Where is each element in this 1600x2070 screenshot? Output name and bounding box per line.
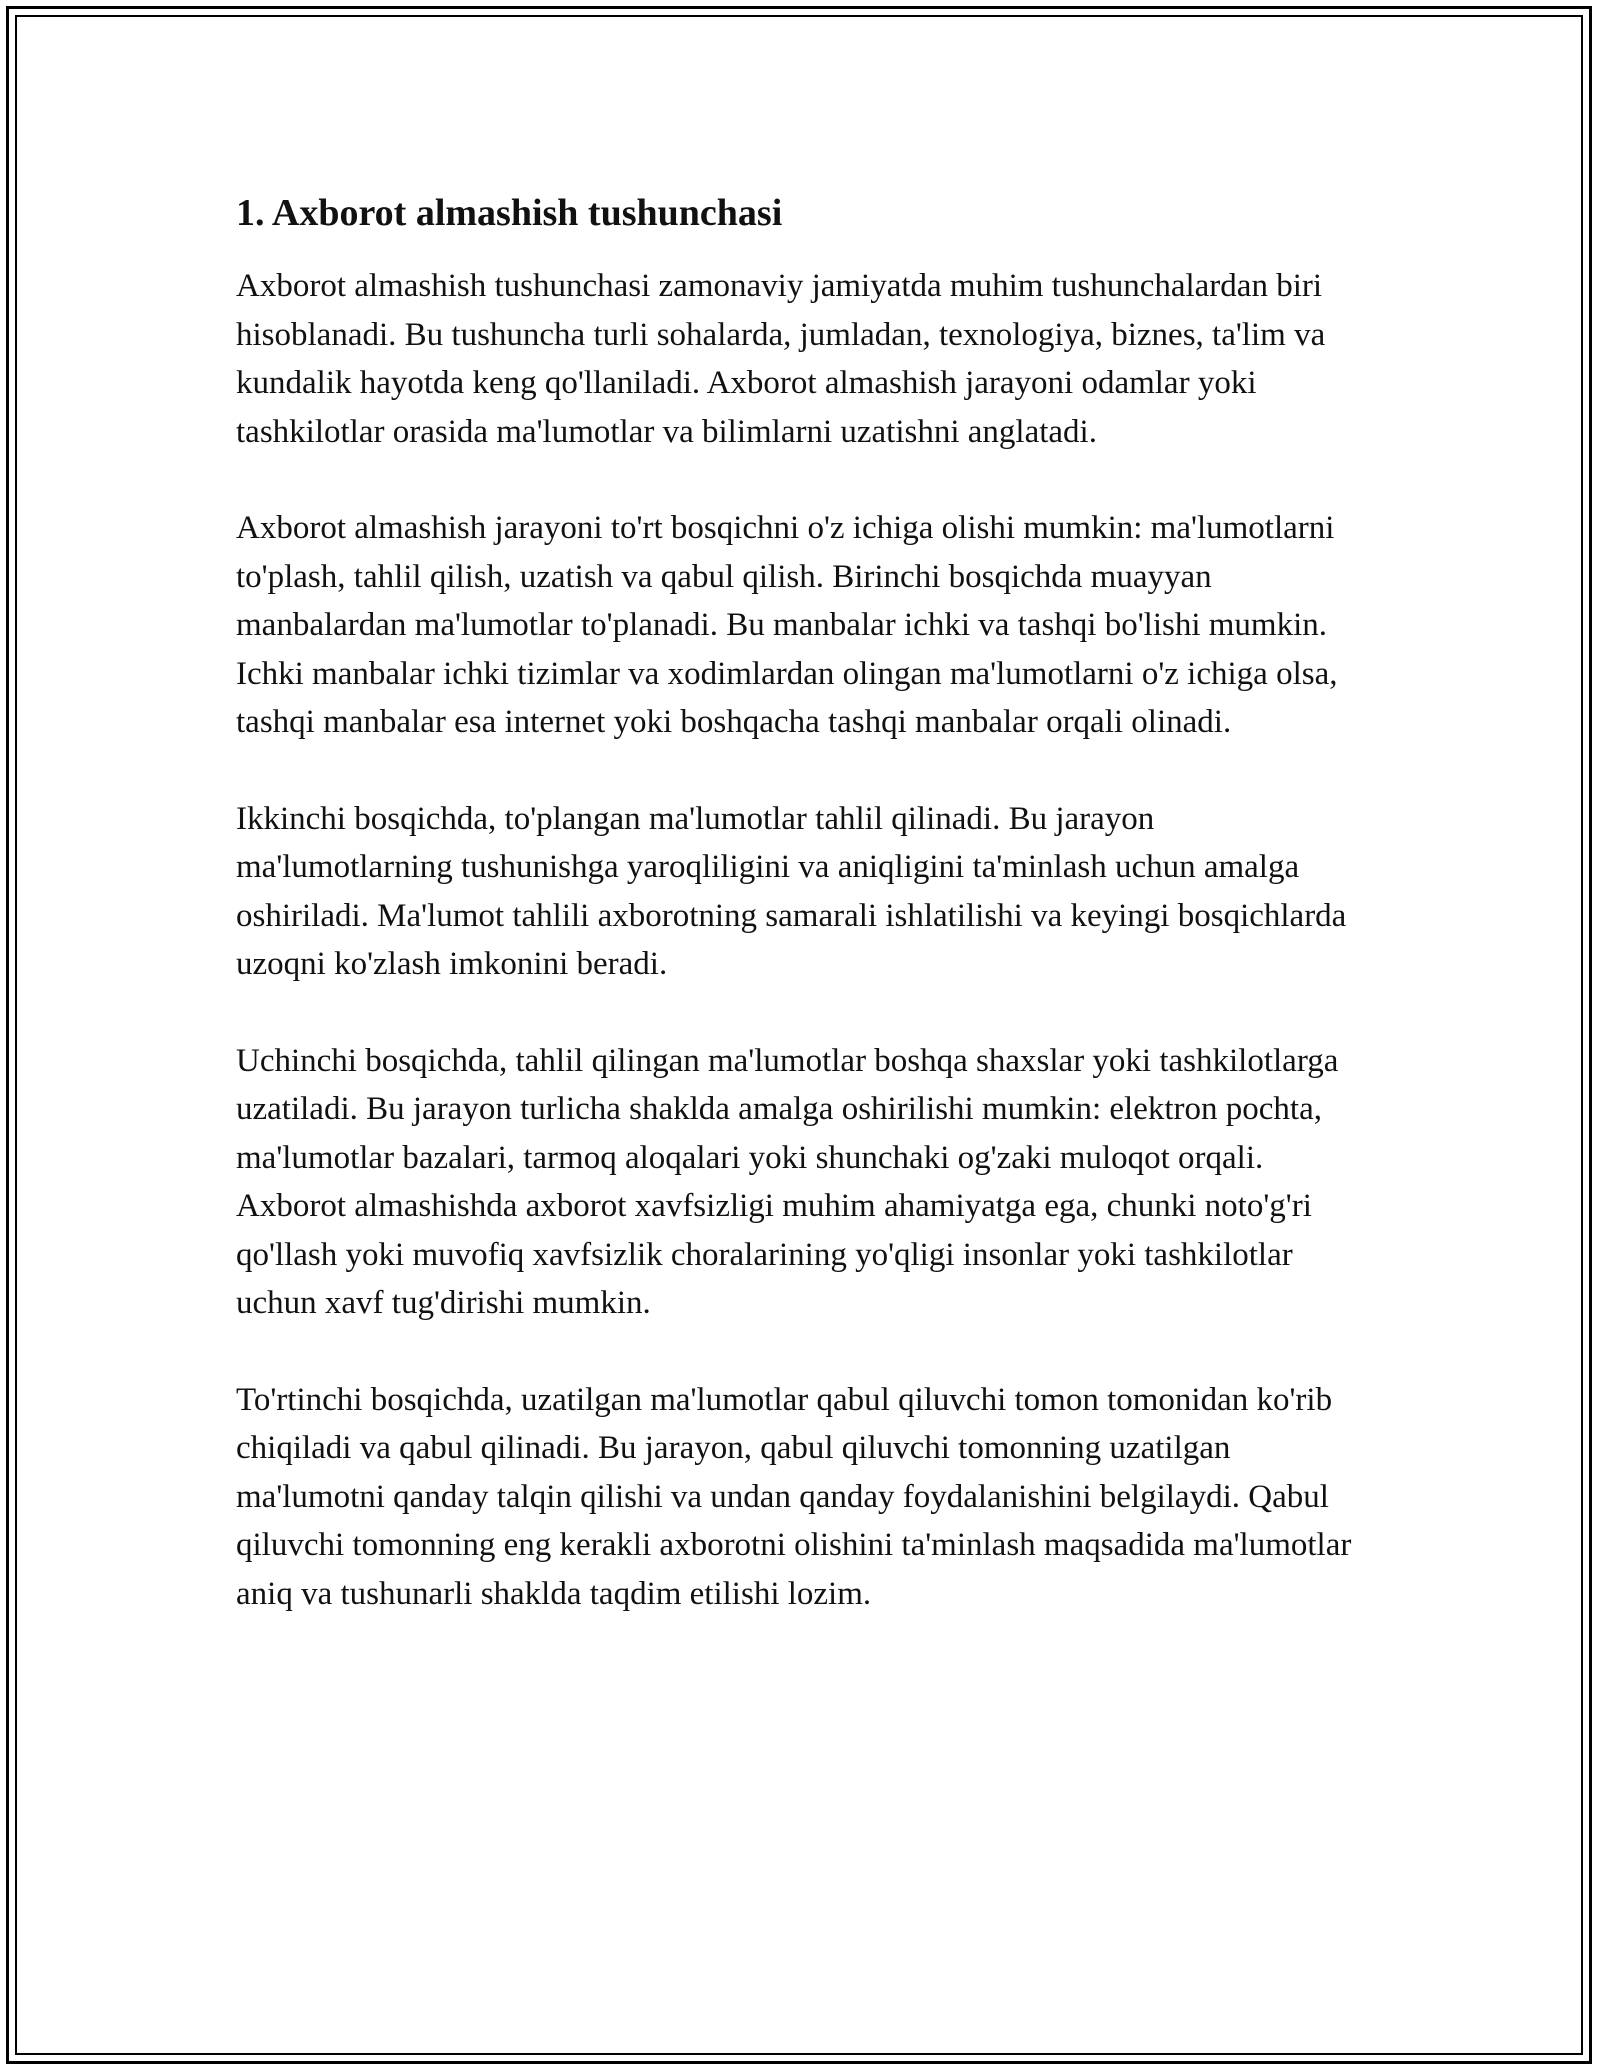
paragraph-4: Uchinchi bosqichda, tahlil qilingan ma'lumotlar boshqa shaxslar yoki tashkilotlarga uzatiladi. Bu jarayon turlicha shaklda amalga oshirilishi mumkin: elektron pochta, ma'lumotlar bazalari, tarmoq aloqalari yoki shunchaki og'zaki muloqot orqali. Axborot almashishda axborot xavfsizligi muhim ahamiyatga ega, chunki noto'g'ri qo'llash yoki muvofiq xavfsizlik choralarining yo'qligi insonlar yoki tashkilotlar uchun xavf tug'dirishi mumkin. [236,1042,1339,1321]
document-title: 1. Axborot almashish tushunchasi [236,192,783,234]
paragraph-1: Axborot almashish tushunchasi zamonaviy jamiyatda muhim tushunchalardan biri hisoblanadi. Bu tushuncha turli sohalarda, jumladan, texnologiya, biznes, ta'lim va kundalik hayotda keng qo'llaniladi. Axborot almashish jarayoni odamlar yoki tashkilotlar orasida ma'lumotlar va bilimlarni uzatishni anglatadi. [236,268,1326,450]
paragraph-2: Axborot almashish jarayoni to'rt bosqichni o'z ichiga olishi mumkin: ma'lumotlarni to'plash, tahlil qilish, uzatish va qabul qilish. Birinchi bosqichda muayyan manbalardan ma'lumotlar to'planadi. Bu manbalar ichki va tashqi bo'lishi mumkin. Ichki manbalar ichki tizimlar va xodimlardan olingan ma'lumotlarni o'z ichiga olsa, tashqi manbalar esa internet yoki boshqacha tashqi manbalar orqali olinadi. [236,510,1338,740]
document-body [236,186,1376,1666]
paragraph-5: To'rtinchi bosqichda, uzatilgan ma'lumotlar qabul qiluvchi tomon tomonidan ko'rib chiqiladi va qabul qilinadi. Bu jarayon, qabul qiluvchi tomonning uzatilgan ma'lumotni qanday talqin qilishi va undan qanday foydalanishini belgilaydi. Qabul qiluvchi tomonning eng kerakli axborotni olishini ta'minlash maqsadida ma'lumotlar aniq va tushunarli shaklda taqdim etilishi lozim. [236,1381,1352,1612]
paragraph-3: Ikkinchi bosqichda, to'plangan ma'lumotlar tahlil qilinadi. Bu jarayon ma'lumotlarning tushunishga yaroqliligini va aniqligini ta'minlash uchun amalga oshiriladi. Ma'lumot tahlili axborotning samarali ishlatilishi va keyingi bosqichlarda uzoqni ko'zlash imkonini beradi. [236,800,1347,982]
